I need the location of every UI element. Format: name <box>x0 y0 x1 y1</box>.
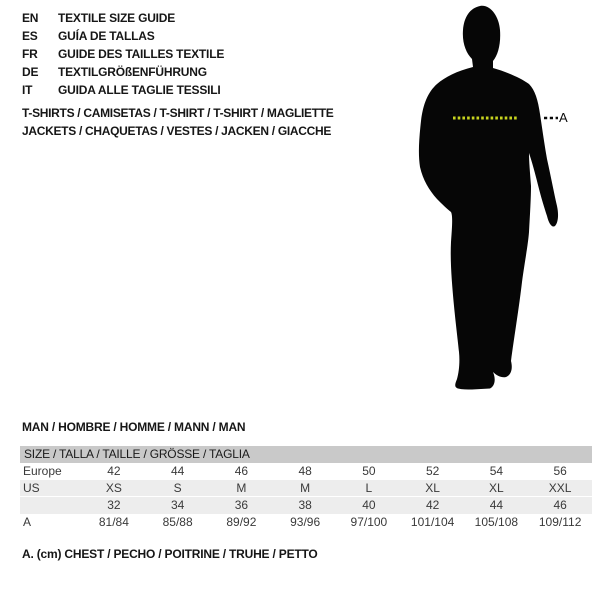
category-tshirts: T-SHIRTS / CAMISETAS / T-SHIRT / T-SHIRT / MAGLIETTE <box>22 106 334 120</box>
cell: 50 <box>362 464 376 478</box>
cell: 42 <box>107 464 121 478</box>
language-code: FR <box>22 47 38 61</box>
cell: 81/84 <box>98 515 129 529</box>
man-silhouette-figure <box>395 0 595 400</box>
row-label: Europe <box>23 464 62 478</box>
language-row-fr <box>22 45 224 63</box>
category-jackets: JACKETS / CHAQUETAS / VESTES / JACKEN / GIACCHE <box>22 124 332 138</box>
language-row-it <box>22 81 224 99</box>
cell: 34 <box>170 498 185 512</box>
cell: 40 <box>362 498 376 512</box>
cell: L <box>365 481 373 495</box>
cell: 101/104 <box>410 515 455 529</box>
language-title: TEXTILGRÖßENFÜHRUNG <box>58 65 207 79</box>
cell: XS <box>105 481 122 495</box>
table-row-europe <box>20 463 592 480</box>
cell: 52 <box>425 464 440 478</box>
language-code: IT <box>22 83 33 97</box>
cell: 93/96 <box>290 515 321 529</box>
cell: 32 <box>107 498 121 512</box>
cell: XL <box>489 481 504 495</box>
garment-categories <box>22 104 334 140</box>
language-title: TEXTILE SIZE GUIDE <box>58 11 176 25</box>
language-title: GUIDE DES TAILLES TEXTILE <box>58 47 225 61</box>
cell: 42 <box>425 498 440 512</box>
cell: M <box>236 481 247 495</box>
cell: M <box>300 481 311 495</box>
cell: 85/88 <box>162 515 193 529</box>
table-row-us <box>20 480 592 497</box>
language-title: GUÍA DE TALLAS <box>58 29 155 43</box>
language-code: EN <box>22 11 39 25</box>
cell: 48 <box>298 464 312 478</box>
size-table <box>20 446 592 531</box>
language-row-en <box>22 9 224 27</box>
table-row-chest-cm <box>20 514 592 531</box>
cell: 105/108 <box>474 515 519 529</box>
cell: 44 <box>170 464 185 478</box>
measurement-legend: A. (cm) CHEST / PECHO / POITRINE / TRUHE / PETTO <box>22 547 318 561</box>
cell: S <box>173 481 182 495</box>
man-silhouette-icon <box>395 0 595 400</box>
man-silhouette <box>419 6 558 390</box>
language-code: DE <box>22 65 39 79</box>
language-title-list <box>22 9 224 99</box>
cell: 56 <box>553 464 567 478</box>
cell: 89/92 <box>226 515 257 529</box>
language-code: ES <box>22 29 38 43</box>
cell: 36 <box>234 498 249 512</box>
size-table-header: SIZE / TALLA / TAILLE / GRÖSSE / TAGLIA <box>20 446 592 463</box>
cell: XXL <box>548 481 572 495</box>
language-row-de <box>22 63 224 81</box>
row-label: US <box>23 481 40 495</box>
section-title-man: MAN / HOMBRE / HOMME / MANN / MAN <box>22 420 246 434</box>
cell: 38 <box>298 498 312 512</box>
language-row-es <box>22 27 224 45</box>
cell: 109/112 <box>538 515 582 529</box>
cell: 46 <box>234 464 249 478</box>
cell: 97/100 <box>350 515 388 529</box>
language-title: GUIDA ALLE TAGLIE TESSILI <box>58 83 221 97</box>
cell: XL <box>425 481 440 495</box>
table-row-numeric <box>20 497 592 514</box>
cell: 44 <box>489 498 504 512</box>
cell: 54 <box>489 464 504 478</box>
measure-label-a: A <box>559 110 568 125</box>
row-label <box>20 497 82 514</box>
row-label: A <box>23 515 32 529</box>
cell: 46 <box>553 498 567 512</box>
